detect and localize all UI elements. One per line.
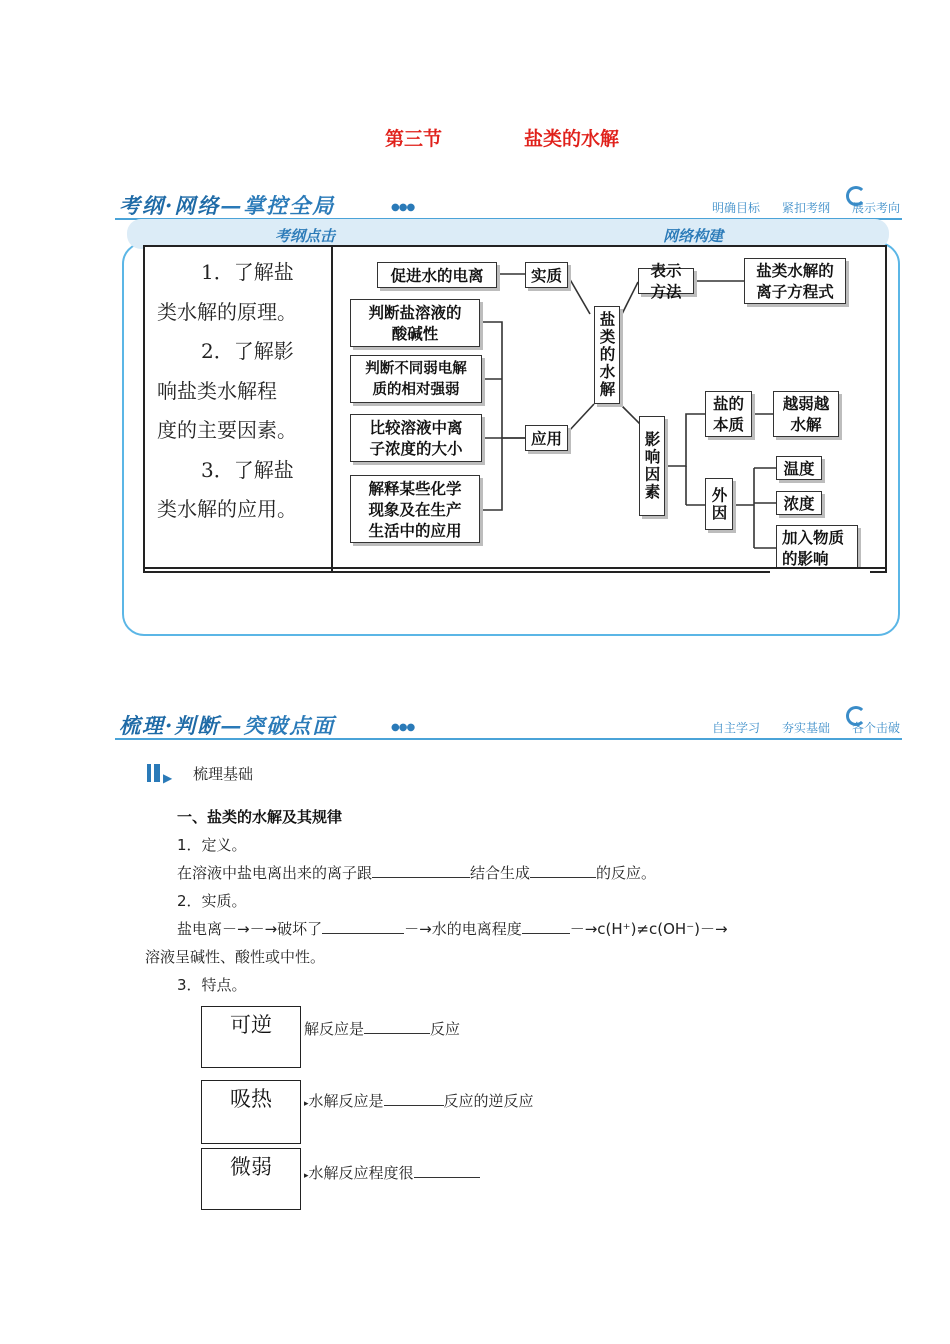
subheader-right: 网络构建 — [663, 227, 724, 245]
item-essence: 2．实质。 — [177, 892, 247, 910]
node-app-ion-concentration: 比较溶液中离 子浓度的大小 — [350, 414, 482, 462]
node-essence: 实质 — [525, 262, 568, 288]
bars-marker-icon: ▶ — [147, 764, 172, 786]
section-banner-review — [115, 710, 902, 740]
goal-1-lead: 1．了解盐 — [201, 260, 294, 284]
section-heading: 一、盐类的水解及其规律 — [177, 808, 343, 826]
banner-tags: 明确目标 紧扣考纲 展示考向 — [711, 201, 900, 215]
goal-2-rest-2: 度的主要因素。 — [157, 418, 297, 442]
essence-line: 盐电离－→－→破坏了 －→水的电离程度 －→c(H⁺)≠c(OH⁻)－→ — [177, 920, 728, 938]
blank-field[interactable] — [364, 1019, 430, 1034]
node-application: 应用 — [525, 425, 568, 451]
goal-3-rest: 类水解的应用。 — [157, 497, 297, 521]
node-center-hydrolysis: 盐类的水解 — [594, 306, 620, 404]
feature-reversible-text: 解反应是 反应 — [304, 1020, 461, 1038]
goal-2-rest-1: 响盐类水解程 — [157, 378, 277, 403]
item-definition: 1．定义。 — [177, 836, 247, 854]
feature-box-reversible: 可逆 — [201, 1006, 301, 1068]
section-number: 第三节 — [385, 128, 443, 150]
dots-icon: ●●● — [391, 202, 415, 213]
subheader-left: 考纲点击 — [275, 227, 336, 245]
node-concentration: 浓度 — [776, 491, 822, 515]
blank-field[interactable] — [384, 1091, 444, 1106]
node-external-factors: 外因 — [705, 478, 733, 530]
blank-field[interactable] — [522, 919, 570, 934]
marker-label: 梳理基础 — [193, 765, 254, 783]
node-temperature: 温度 — [776, 456, 822, 480]
table-edge-mask — [770, 569, 870, 577]
goal-2-lead: 2．了解影 — [201, 339, 294, 363]
table-bottom-border — [143, 567, 885, 569]
banner-title: 考纲·网络—掌控全局 — [119, 193, 336, 218]
blank-field[interactable] — [530, 863, 596, 878]
goal-1-rest: 类水解的原理。 — [157, 299, 297, 324]
banner2-underline — [115, 738, 902, 740]
node-salt-nature: 盐的 本质 — [705, 391, 752, 437]
node-weaker-more-hydrolysis: 越弱越 水解 — [773, 391, 839, 437]
node-factors: 影响因素 — [639, 416, 665, 516]
blank-field[interactable] — [322, 919, 404, 934]
node-expression: 表示方法 — [638, 268, 694, 294]
blank-field[interactable] — [372, 863, 470, 878]
item-features: 3．特点。 — [177, 976, 247, 994]
node-ionic-equation: 盐类水解的 离子方程式 — [744, 258, 846, 304]
node-promote-ionization: 促进水的电离 — [377, 262, 497, 288]
banner2-tags: 自主学习 夯实基础 各个击破 — [711, 721, 900, 735]
essence-line-2: 溶液呈碱性、酸性或中性。 — [145, 948, 326, 966]
feature-endothermic-text: ▸水解反应是 反应的逆反应 — [304, 1092, 534, 1110]
banner2-title: 梳理·判断—突破点面 — [119, 713, 336, 738]
page-title: 盐类的水解 — [524, 128, 620, 150]
node-added-substance: 加入物质 的影响 — [776, 525, 858, 568]
node-app-weak-electrolyte: 判断不同弱电解 质的相对强弱 — [350, 355, 482, 403]
feature-box-weak: 微弱 — [201, 1148, 301, 1210]
feature-box-endothermic: 吸热 — [201, 1080, 301, 1144]
goal-3-lead: 3．了解盐 — [201, 457, 294, 482]
feature-weak-text: ▸水解反应程度很 — [304, 1162, 480, 1183]
node-app-acidity: 判断盐溶液的 酸碱性 — [350, 299, 480, 347]
dots-icon: ●●● — [391, 722, 415, 733]
node-app-explain: 解释某些化学 现象及在生产 生活中的应用 — [350, 475, 480, 543]
definition-line: 在溶液中盐电离出来的离子跟 结合生成 的反应。 — [177, 864, 657, 882]
blank-field[interactable] — [414, 1163, 480, 1178]
